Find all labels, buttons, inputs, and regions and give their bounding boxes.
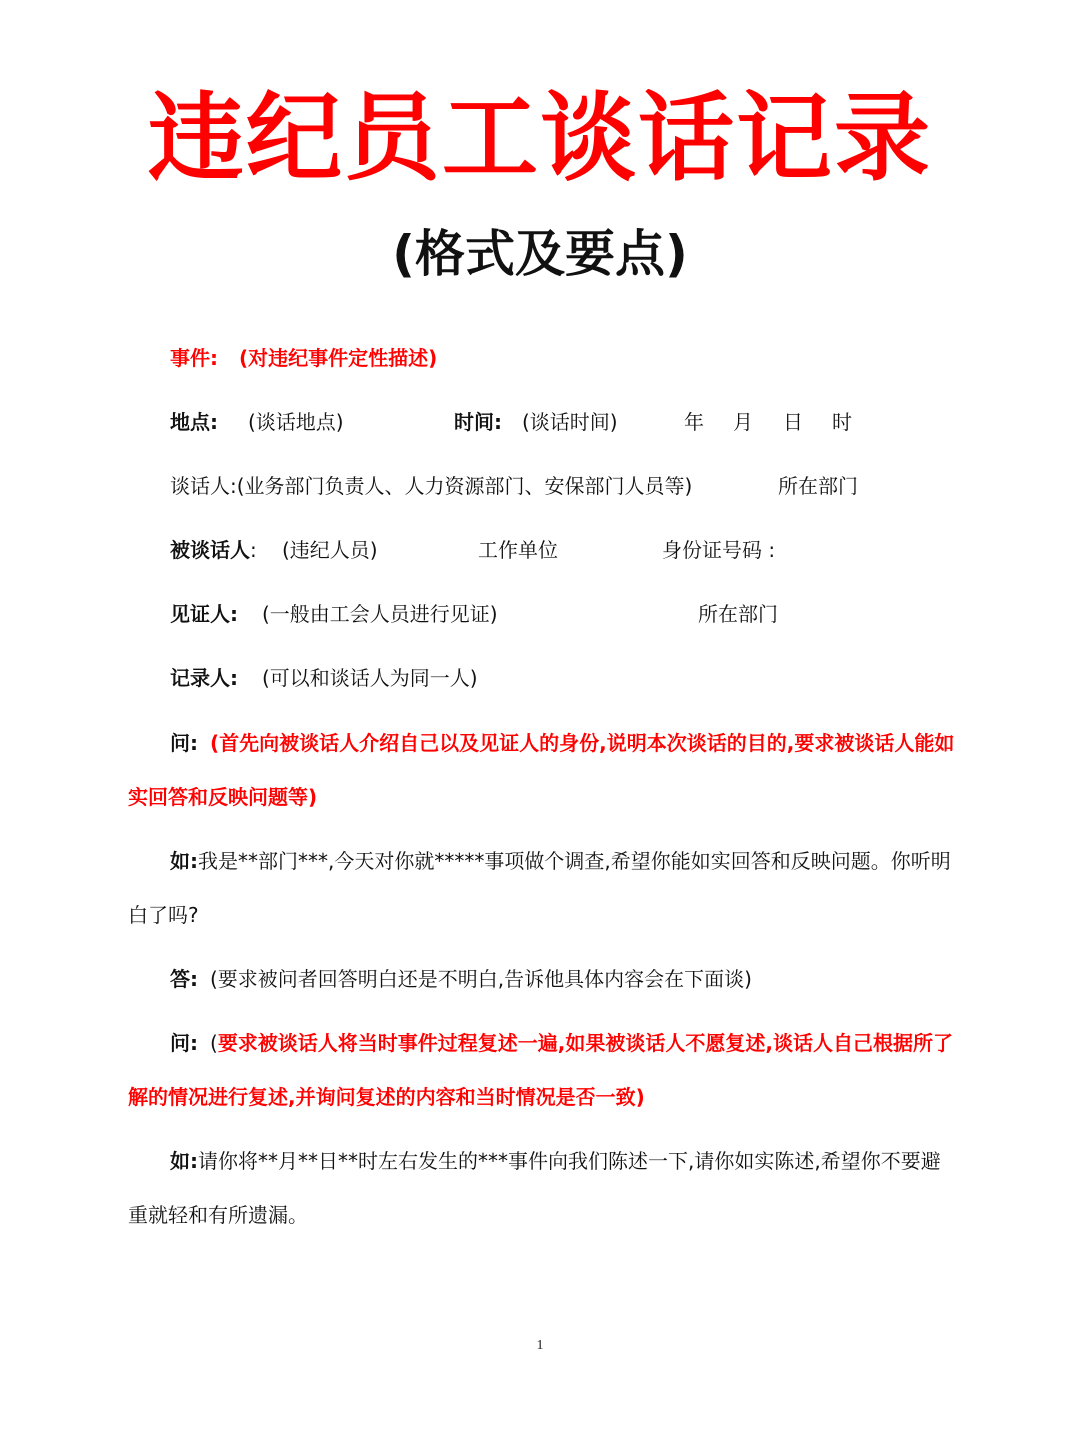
location-value: (谈话地点)	[248, 410, 344, 434]
time-label: 时间:	[454, 410, 502, 434]
event-line	[170, 344, 437, 372]
document-title: 违纪员工谈话记录	[148, 82, 932, 194]
question-label: 问:	[170, 1031, 198, 1055]
id-number-label: 身份证号码 :	[662, 538, 776, 562]
event-label: 事件:	[170, 346, 218, 370]
question-label: 问:	[170, 731, 198, 755]
example-label: 如:	[170, 849, 198, 873]
witness-value: (一般由工会人员进行见证)	[262, 602, 498, 626]
interviewee-label: 被谈话人	[170, 538, 250, 562]
witness-label: 见证人:	[170, 602, 238, 626]
question-paragraph-2	[128, 1016, 958, 1124]
interviewee-label-group	[170, 536, 257, 564]
answer-paragraph	[128, 952, 958, 1006]
hour-label: 时	[832, 410, 852, 434]
year-label: 年	[684, 410, 704, 434]
interviewee-value: (违纪人员)	[282, 538, 378, 562]
interviewer-text: 谈话人:(业务部门负责人、人力资源部门、安保部门人员等)	[170, 474, 693, 498]
answer-label: 答:	[170, 967, 198, 991]
document-subtitle: (格式及要点)	[392, 225, 688, 283]
example-text: 我是**部门***,今天对你就*****事项做个调查,希望你能如实回答和反映问题。你听明白了吗?	[128, 849, 951, 927]
event-value: (对违纪事件定性描述)	[238, 346, 438, 370]
day-label: 日	[783, 410, 803, 434]
location-label: 地点:	[170, 410, 218, 434]
recorder-value: (可以和谈话人为同一人)	[262, 666, 478, 690]
example-text: 请你将**月**日**时左右发生的***事件向我们陈述一下,请你如实陈述,希望你不要避重就轻和有所遗漏。	[128, 1149, 941, 1227]
question-text: (首先向被谈话人介绍自己以及见证人的身份,说明本次谈话的目的,要求被谈话人能如实回答和反映问题等)	[128, 731, 955, 809]
time-value: (谈话时间)	[522, 410, 618, 434]
interviewee-colon: :	[250, 538, 257, 562]
example-paragraph-2	[128, 1134, 958, 1242]
question-text: 要求被谈话人将当时事件过程复述一遍,如果被谈话人不愿复述,谈话人自己根据所了解的情况进行复述,并询问复述的内容和当时情况是否一致)	[128, 1031, 954, 1109]
example-label: 如:	[170, 1149, 198, 1173]
example-paragraph-1	[128, 834, 958, 942]
witness-dept: 所在部门	[698, 602, 778, 626]
answer-text: (要求被问者回答明白还是不明白,告诉他具体内容会在下面谈)	[210, 967, 752, 991]
recorder-label: 记录人:	[170, 666, 238, 690]
interviewer-dept: 所在部门	[778, 474, 858, 498]
question-paragraph-1	[128, 716, 958, 824]
question-paren: (	[210, 1031, 218, 1055]
work-unit-label: 工作单位	[478, 538, 558, 562]
page-number: 1	[536, 1338, 544, 1353]
month-label: 月	[733, 410, 753, 434]
